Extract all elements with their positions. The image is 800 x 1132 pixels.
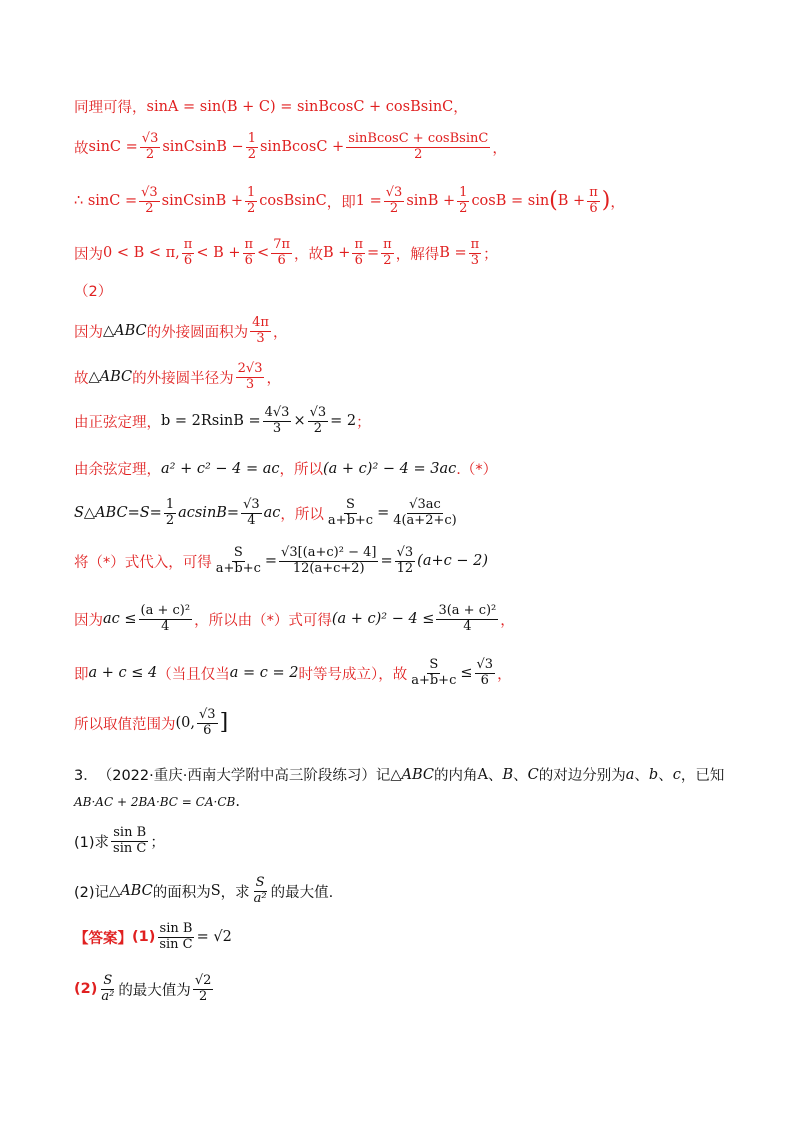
answer-label: (2) bbox=[74, 981, 98, 998]
formula: B = bbox=[439, 245, 467, 262]
answer-1 bbox=[74, 922, 232, 953]
text: 的最大值. bbox=[270, 884, 334, 901]
punct: . bbox=[235, 794, 240, 810]
punct: ； bbox=[150, 834, 165, 851]
fraction: $\frac{\pi}{3}$ bbox=[470, 237, 480, 268]
question-2 bbox=[74, 876, 333, 907]
formula: = 2 bbox=[330, 413, 357, 430]
fraction: $\frac{\pi}{6}$ bbox=[183, 237, 193, 268]
text: ，即 bbox=[326, 194, 356, 211]
punct: ， bbox=[492, 140, 507, 157]
var-b: b bbox=[648, 766, 659, 783]
part-2-label bbox=[74, 280, 112, 301]
text: 因为 bbox=[74, 612, 103, 629]
triangle-symbol: △ABC bbox=[109, 883, 153, 900]
fraction: $\frac{√3}{2}$ bbox=[141, 131, 159, 162]
fraction: $\frac{2√3}{3}$ bbox=[237, 361, 263, 392]
text: ，解得 bbox=[395, 246, 440, 263]
left-paren: ( bbox=[549, 188, 558, 214]
text: 的对边分别为 bbox=[538, 768, 626, 784]
answer-label: (1) bbox=[132, 929, 156, 946]
solution-line-7 bbox=[74, 362, 281, 393]
formula: ∴ sinC = bbox=[74, 193, 138, 210]
punct: ， bbox=[500, 612, 515, 629]
sep: 、 bbox=[634, 768, 649, 784]
formula: × bbox=[293, 413, 306, 430]
problem-3-condition bbox=[74, 794, 240, 810]
right-paren: ) bbox=[601, 188, 611, 214]
fraction: $\frac{√3ac}{4(a+2+c)}$ bbox=[393, 497, 457, 528]
text: 因为 bbox=[74, 324, 103, 341]
text: 的外接圆半径为 bbox=[132, 370, 234, 387]
text: 的最大值为 bbox=[118, 982, 191, 999]
fraction: $\frac{\pi}{6}$ bbox=[354, 237, 363, 268]
solution-line-12 bbox=[74, 604, 515, 635]
solution-line-3 bbox=[74, 186, 625, 217]
formula: 1 = bbox=[355, 193, 382, 210]
text: 故 bbox=[74, 370, 89, 387]
fraction: $\frac{√3}{4}$ bbox=[243, 497, 260, 528]
text: 的内角 bbox=[434, 768, 478, 784]
text: ，故 bbox=[294, 246, 324, 263]
triangle-symbol: △ABC bbox=[88, 369, 133, 386]
fraction: $\frac{1}{2}$ bbox=[247, 185, 256, 216]
solution-line-9 bbox=[74, 458, 497, 479]
solution-line-8 bbox=[74, 406, 371, 437]
text: ，所以 bbox=[280, 506, 324, 523]
sep: 、 bbox=[513, 768, 528, 784]
text: ，已知 bbox=[680, 768, 725, 784]
formula: (a + c)² − 4 ≤ bbox=[331, 611, 435, 628]
formula: sinBcosC + bbox=[259, 139, 345, 156]
sep: 、 bbox=[658, 768, 673, 784]
punct: ， bbox=[266, 370, 281, 387]
fraction: $\frac{\text{sin B}}{\text{sin C}}$ bbox=[159, 921, 193, 952]
vector-condition: AB·AC + 2BA·BC = CA·CB bbox=[74, 795, 236, 809]
fraction: $\frac{\text{sin B}}{\text{sin C}}$ bbox=[113, 825, 147, 856]
var-A: A bbox=[477, 766, 488, 783]
formula: B + bbox=[557, 193, 586, 210]
question-label: (2)记 bbox=[74, 884, 110, 901]
fraction: $\frac{\text{sinBcosC + cosBsinC}}{2}$ bbox=[348, 131, 489, 162]
text: （2） bbox=[74, 284, 113, 300]
fraction: $\frac{\pi}{6}$ bbox=[244, 237, 254, 268]
punct: ， bbox=[453, 100, 468, 116]
solution-line-11 bbox=[74, 546, 488, 577]
formula: ac ≤ bbox=[103, 611, 137, 628]
fraction: $\frac{√3}{2}$ bbox=[385, 185, 403, 216]
text: 所以取值范围为 bbox=[74, 716, 176, 733]
text: 同理可得， bbox=[74, 100, 147, 116]
formula: sinA = sin(B + C) = sinBcosC + cosBsinC bbox=[146, 98, 454, 115]
formula: sinCsinB − bbox=[162, 139, 244, 156]
fraction: $\frac{7\pi}{6}$ bbox=[273, 237, 291, 268]
text: 的面积为 bbox=[152, 884, 211, 901]
problem-source: （2022·重庆·西南大学附中高三阶段练习）记 bbox=[97, 768, 391, 784]
text: ，求 bbox=[220, 884, 250, 901]
formula: = bbox=[264, 553, 278, 570]
formula: a = c = 2 bbox=[229, 665, 299, 682]
var-a: a bbox=[625, 766, 635, 783]
formula: B + bbox=[323, 245, 351, 262]
formula: b = 2RsinB = bbox=[161, 413, 261, 430]
text: .（*） bbox=[456, 462, 498, 478]
text: 时等号成立），故 bbox=[298, 666, 408, 683]
formula: = bbox=[377, 505, 390, 522]
formula: < bbox=[257, 245, 270, 262]
formula: = bbox=[380, 553, 393, 570]
solution-line-6 bbox=[74, 316, 287, 347]
answer-tag: 【答案】 bbox=[74, 930, 132, 947]
punct: ； bbox=[356, 414, 371, 431]
text: ，所以由（*）式可得 bbox=[194, 612, 332, 629]
formula: sinC = bbox=[88, 139, 138, 156]
formula: S△ABC=S= bbox=[74, 505, 162, 522]
problem-3-statement bbox=[74, 764, 724, 785]
text: 故 bbox=[74, 140, 89, 157]
var-c: c bbox=[672, 766, 681, 783]
formula: ≤ bbox=[460, 665, 473, 682]
text: 即 bbox=[74, 666, 89, 683]
fraction: $\frac{√3}{6}$ bbox=[476, 657, 494, 688]
solution-line-10 bbox=[74, 498, 461, 529]
fraction: $\frac{S}{a+b+c}$ bbox=[215, 545, 261, 576]
question-label: (1)求 bbox=[74, 834, 110, 851]
fraction: $\frac{S}{a+b+c}$ bbox=[327, 497, 374, 528]
formula: cosB = sin bbox=[471, 193, 550, 210]
fraction: $\frac{S}{\text{a²}}$ bbox=[253, 875, 267, 906]
formula: 0 < B < π, bbox=[103, 245, 180, 262]
fraction: $\frac{√3}{2}$ bbox=[309, 405, 327, 436]
question-1 bbox=[74, 826, 165, 857]
fraction: $\frac{\text{√3[(a+c)² − 4]}}{12(a+c+2)}$ bbox=[281, 545, 377, 576]
punct: ， bbox=[497, 666, 512, 683]
punct: ， bbox=[272, 324, 288, 341]
formula: a + c ≤ 4 bbox=[88, 665, 158, 682]
right-bracket: ] bbox=[219, 710, 229, 736]
text: 因为 bbox=[74, 246, 103, 263]
formula: cosBsinC bbox=[259, 193, 327, 210]
text: 由正弦定理， bbox=[74, 414, 161, 431]
fraction: $\frac{\text{(a + c)²}}{4}$ bbox=[140, 603, 191, 634]
text: 由余弦定理， bbox=[74, 462, 161, 478]
solution-line-1 bbox=[74, 96, 468, 117]
solution-line-14 bbox=[74, 708, 228, 739]
fraction: $\frac{4\pi}{3}$ bbox=[252, 315, 269, 346]
solution-line-2 bbox=[74, 132, 507, 163]
fraction: $\frac{1}{2}$ bbox=[459, 185, 468, 216]
formula: < B + bbox=[196, 245, 241, 262]
var-C: C bbox=[527, 766, 539, 783]
text: 的外接圆面积为 bbox=[146, 324, 249, 341]
text: ，所以 bbox=[279, 462, 323, 478]
fraction: $\frac{√3}{12}$ bbox=[396, 545, 414, 576]
fraction: $\frac{4√3}{3}$ bbox=[264, 405, 290, 436]
var-B: B bbox=[502, 766, 514, 783]
formula: sinCsinB + bbox=[161, 193, 244, 210]
formula: a² + c² − 4 = ac bbox=[161, 460, 280, 477]
fraction: $\frac{\pi}{2}$ bbox=[383, 237, 392, 268]
formula: = bbox=[367, 245, 380, 262]
fraction: $\frac{√3}{2}$ bbox=[141, 185, 158, 216]
fraction: $\frac{1}{2}$ bbox=[165, 497, 175, 528]
fraction: $\frac{√3}{6}$ bbox=[199, 707, 216, 738]
var-S: S bbox=[210, 883, 221, 900]
fraction: $\frac{√2}{2}$ bbox=[194, 973, 212, 1004]
fraction: $\frac{\text{3(a + c)²}}{4}$ bbox=[438, 603, 497, 634]
triangle-symbol: △ABC bbox=[103, 323, 147, 340]
formula: = √2 bbox=[196, 929, 232, 946]
punct: ， bbox=[610, 194, 625, 211]
problem-number: 3． bbox=[74, 768, 98, 784]
answer-2 bbox=[74, 974, 215, 1005]
text: （当且仅当 bbox=[157, 666, 230, 683]
fraction: $\frac{S}{a+b+c}$ bbox=[411, 657, 457, 688]
formula: sinB + bbox=[406, 193, 456, 210]
triangle-symbol: △ABC bbox=[390, 766, 435, 783]
solution-line-4 bbox=[74, 238, 498, 269]
formula: (a + c)² − 4 = 3ac bbox=[323, 460, 457, 477]
fraction: $\frac{S}{\text{a²}}$ bbox=[101, 973, 115, 1004]
punct: ； bbox=[483, 246, 498, 263]
formula: (a+c − 2) bbox=[417, 553, 488, 570]
text: 将（*）式代入，可得 bbox=[74, 554, 212, 571]
fraction: $\frac{\pi}{6}$ bbox=[589, 185, 598, 216]
formula: acsinB= bbox=[178, 505, 240, 522]
formula: ac bbox=[263, 505, 281, 522]
fraction: $\frac{1}{2}$ bbox=[247, 131, 256, 162]
formula: (0, bbox=[175, 715, 195, 732]
sep: 、 bbox=[488, 768, 503, 784]
solution-line-13 bbox=[74, 658, 512, 689]
